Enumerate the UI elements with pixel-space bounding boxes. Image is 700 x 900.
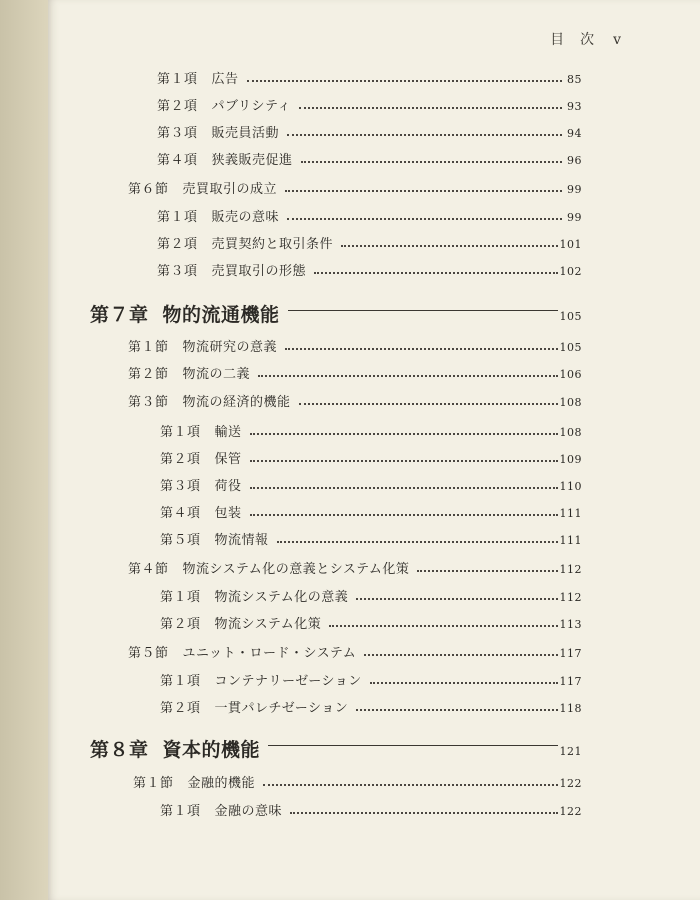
chapter-number: 第８章 <box>90 739 149 761</box>
entry-number: 第２節 <box>128 367 169 382</box>
entry-page-number: 118 <box>559 702 582 715</box>
toc-entry <box>157 68 582 87</box>
entry-number: 第２項 <box>157 99 198 114</box>
dot-leader <box>417 570 557 572</box>
entry-title: 金融的機能 <box>187 776 256 791</box>
entry-page-number: 105 <box>559 341 582 354</box>
toc-entry <box>160 421 582 440</box>
dot-leader <box>250 433 558 435</box>
entry-page-number: 99 <box>567 211 582 224</box>
entry-page-number: 113 <box>559 618 582 631</box>
toc-section-entry <box>128 363 582 382</box>
entry-title: 物流研究の意義 <box>182 340 278 355</box>
dot-leader <box>356 598 557 600</box>
toc-section-entry <box>128 178 582 197</box>
running-head-title: 目 次 <box>550 32 596 48</box>
entry-page-number: 101 <box>559 238 582 251</box>
entry-title: 物流システム化策 <box>214 617 322 632</box>
entry-number: 第１項 <box>160 425 201 440</box>
entry-number: 第１項 <box>160 590 201 605</box>
chapter-rule <box>268 745 557 746</box>
entry-number: 第２項 <box>157 237 198 252</box>
dot-leader <box>250 487 558 489</box>
entry-page-number: 109 <box>559 453 582 466</box>
toc-entry <box>160 586 582 605</box>
chapter-title: 資本的機能 <box>162 739 261 761</box>
entry-page-number: 85 <box>567 73 582 86</box>
entry-title: 売買取引の形態 <box>211 264 307 279</box>
toc-section-entry <box>128 391 582 410</box>
entry-title: 広告 <box>211 72 239 87</box>
toc-entry <box>160 670 582 689</box>
entry-number: 第１節 <box>133 776 174 791</box>
entry-title: 販売の意味 <box>211 210 280 225</box>
entry-number: 第１節 <box>128 340 169 355</box>
entry-page-number: 112 <box>559 563 582 576</box>
entry-title: 物流システム化の意義 <box>214 590 349 605</box>
dot-leader <box>250 514 558 516</box>
entry-page-number: 96 <box>567 154 582 167</box>
toc-chapter-entry <box>90 735 582 762</box>
entry-page-number: 106 <box>559 368 582 381</box>
toc-entry <box>160 613 582 632</box>
entry-page-number: 117 <box>559 675 582 688</box>
dot-leader <box>285 348 557 350</box>
toc-entry <box>160 448 582 467</box>
chapter-title: 物的流通機能 <box>162 304 280 326</box>
toc-entry <box>157 260 582 279</box>
entry-page-number: 105 <box>559 310 582 323</box>
dot-leader <box>299 403 558 405</box>
entry-page-number: 122 <box>559 777 582 790</box>
entry-number: 第３項 <box>160 479 201 494</box>
entry-number: 第２項 <box>160 452 201 467</box>
entry-number: 第３項 <box>157 264 198 279</box>
entry-number: 第２項 <box>160 701 201 716</box>
entry-title: 売買取引の成立 <box>182 182 278 197</box>
entry-number: 第１項 <box>157 72 198 87</box>
entry-title: 物流情報 <box>214 533 269 548</box>
dot-leader <box>258 375 557 377</box>
entry-title: 荷役 <box>214 479 242 494</box>
entry-page-number: 112 <box>559 591 582 604</box>
entry-page-number: 111 <box>559 507 582 520</box>
entry-number: 第１項 <box>160 804 201 819</box>
entry-page-number: 102 <box>559 265 582 278</box>
toc-entry <box>157 122 582 141</box>
toc-entry <box>157 233 582 252</box>
dot-leader <box>329 625 557 627</box>
entry-title: パブリシティ <box>211 99 291 114</box>
entry-number: 第４項 <box>157 153 198 168</box>
dot-leader <box>287 218 562 220</box>
entry-title: 物流システム化の意義とシステム化策 <box>182 562 410 577</box>
chapter-number: 第７章 <box>90 304 149 326</box>
entry-page-number: 94 <box>567 127 582 140</box>
toc-entry <box>157 149 582 168</box>
entry-number: 第３項 <box>157 126 198 141</box>
toc-entry <box>160 697 582 716</box>
running-head-page-number: v <box>613 32 622 48</box>
dot-leader <box>341 245 557 247</box>
entry-number: 第６節 <box>128 182 169 197</box>
entry-page-number: 121 <box>559 745 582 758</box>
entry-page-number: 110 <box>559 480 582 493</box>
entry-title: 物流の二義 <box>182 367 251 382</box>
dot-leader <box>277 541 558 543</box>
entry-page-number: 108 <box>559 396 582 409</box>
entry-page-number: 117 <box>559 647 582 660</box>
entry-title: 販売員活動 <box>211 126 280 141</box>
entry-page-number: 111 <box>559 534 582 547</box>
entry-number: 第２項 <box>160 617 201 632</box>
entry-number: 第４項 <box>160 506 201 521</box>
entry-title: 狭義販売促進 <box>211 153 293 168</box>
toc-section-entry <box>128 336 582 355</box>
dot-leader <box>287 134 562 136</box>
dot-leader <box>247 80 562 82</box>
entry-page-number: 108 <box>559 426 582 439</box>
dot-leader <box>250 460 558 462</box>
entry-page-number: 93 <box>567 100 582 113</box>
entry-number: 第５項 <box>160 533 201 548</box>
entry-title: ユニット・ロード・システム <box>182 646 357 661</box>
toc-entry <box>157 95 582 114</box>
dot-leader <box>364 654 557 656</box>
toc-entry <box>160 800 582 819</box>
entry-number: 第１項 <box>157 210 198 225</box>
entry-number: 第５節 <box>128 646 169 661</box>
toc-entry <box>160 475 582 494</box>
dot-leader <box>356 709 557 711</box>
dot-leader <box>370 682 558 684</box>
toc-entry <box>160 529 582 548</box>
entry-title: 保管 <box>214 452 242 467</box>
dot-leader <box>285 190 562 192</box>
entry-title: 金融の意味 <box>214 804 283 819</box>
toc-entry <box>160 502 582 521</box>
toc-chapter-entry <box>90 300 582 327</box>
entry-title: 輸送 <box>214 425 242 440</box>
dot-leader <box>290 812 557 814</box>
entry-page-number: 99 <box>567 183 582 196</box>
entry-number: 第４節 <box>128 562 169 577</box>
entry-title: 売買契約と取引条件 <box>211 237 334 252</box>
dot-leader <box>299 107 562 109</box>
toc-section-entry <box>128 642 582 661</box>
dot-leader <box>263 784 557 786</box>
entry-page-number: 122 <box>559 805 582 818</box>
entry-title: 一貫パレチゼーション <box>214 701 349 716</box>
entry-number: 第１項 <box>160 674 201 689</box>
entry-number: 第３節 <box>128 395 169 410</box>
toc-entry <box>157 206 582 225</box>
dot-leader <box>301 161 562 163</box>
toc-section-entry <box>128 558 582 577</box>
chapter-rule <box>288 310 558 311</box>
entry-title: 包装 <box>214 506 242 521</box>
entry-title: 物流の経済的機能 <box>182 395 291 410</box>
dot-leader <box>314 272 557 274</box>
entry-title: コンテナリーゼーション <box>214 674 362 689</box>
toc-section-entry <box>133 772 582 791</box>
